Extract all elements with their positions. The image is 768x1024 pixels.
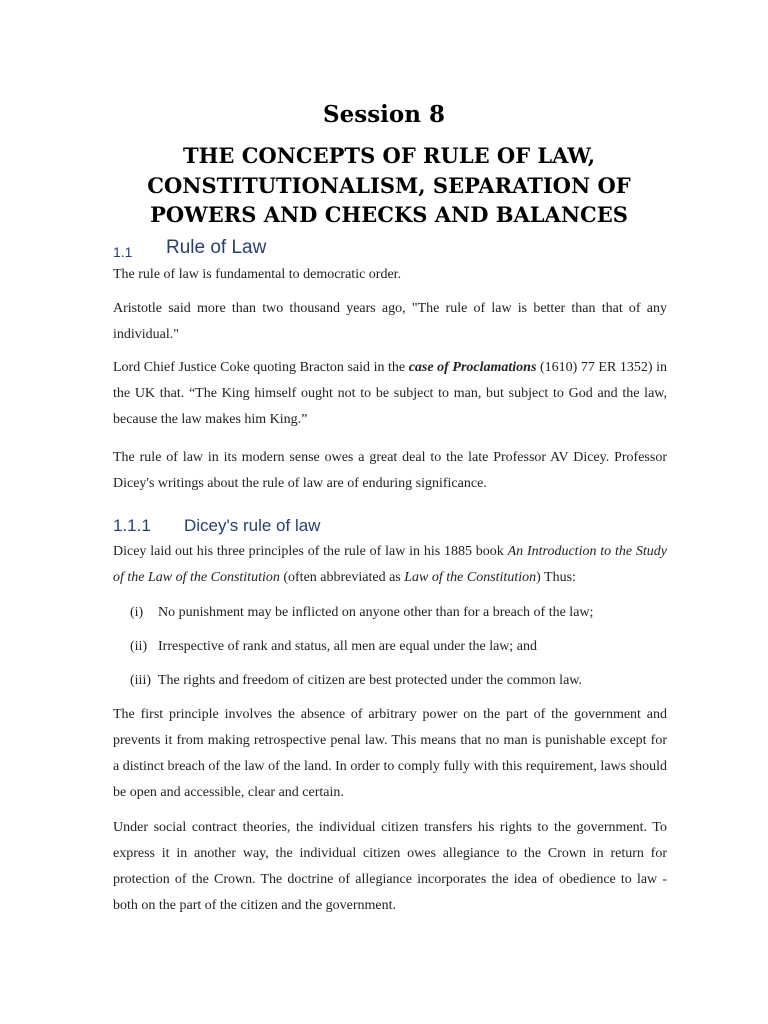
paragraph-dicey-intro: The rule of law in its modern sense owes a great deal to the late Professor AV Dicey. Professor Dicey's writings about the rule of law are of enduring significance. <box>113 450 667 491</box>
paragraph-coke-text-start: Lord Chief Justice Coke quoting Bracton said in the <box>113 360 409 375</box>
list-item-text: No punishment may be inflicted on anyone other than for a breach of the law; <box>158 605 594 620</box>
book-title: An Introduction to the Study of the Law of the Constitution <box>113 544 667 585</box>
paragraph-dicey-principles-intro <box>113 539 667 591</box>
paragraph-rule-fundamental: The rule of law is fundamental to democratic order. <box>113 267 402 282</box>
intro-text-end: ) Thus: <box>536 570 576 585</box>
list-marker: (iii) <box>130 673 151 688</box>
book-short-title: Law of the Constitution <box>404 570 537 585</box>
list-item-text: Irrespective of rank and status, all men are equal under the law; and <box>158 639 538 654</box>
intro-text-start: Dicey laid out his three principles of the rule of law in his 1885 book <box>113 544 508 559</box>
paragraph-aristotle: Aristotle said more than two thousand years ago, "The rule of law is better than that of any individual." <box>113 301 667 342</box>
subsection-heading-text: Dicey's rule of law <box>184 516 321 535</box>
list-marker: (ii) <box>130 639 148 654</box>
intro-text-middle: (often abbreviated as <box>279 570 405 585</box>
paragraph-social-contract: Under social contract theories, the individual citizen transfers his rights to the government. To express it in another way, the individual citizen owes allegiance to the Crown in return for protection of the Crown. The doctrine of allegiance incorporates the idea of obedience to law - both on the part of the citizen and the government. <box>113 820 667 913</box>
title-line-3: POWERS AND CHECKS AND BALANCES <box>150 202 628 227</box>
list-item-text: The rights and freedom of citizen are best protected under the common law. <box>158 673 582 688</box>
subsection-number: 1.1.1 <box>113 516 151 535</box>
section-number: 1.1 <box>113 244 133 260</box>
section-heading-text: Rule of Law <box>166 237 267 258</box>
paragraph-coke-text-end: (1610) 77 ER 1352) in the UK that. “The King himself ought not to be subject to man, but subject to God and the law, because the law makes him King.” <box>113 360 668 427</box>
paragraph-first-principle: The first principle involves the absence of arbitrary power on the part of the government and prevents it from making retrospective penal law. This means that no man is punishable except for a distinct breach of the law of the land. In order to comply fully with this requirement, laws should be open and accessible, clear and certain. <box>113 707 667 800</box>
paragraph-coke <box>113 355 667 433</box>
title-line-2: CONSTITUTIONALISM, SEPARATION OF <box>147 172 631 198</box>
page-title <box>0 141 768 230</box>
case-citation: case of Proclamations <box>408 360 537 375</box>
list-marker: (i) <box>130 605 144 620</box>
title-line-1: THE CONCEPTS OF RULE OF LAW, <box>182 143 596 168</box>
session-label: Session 8 <box>323 101 445 128</box>
